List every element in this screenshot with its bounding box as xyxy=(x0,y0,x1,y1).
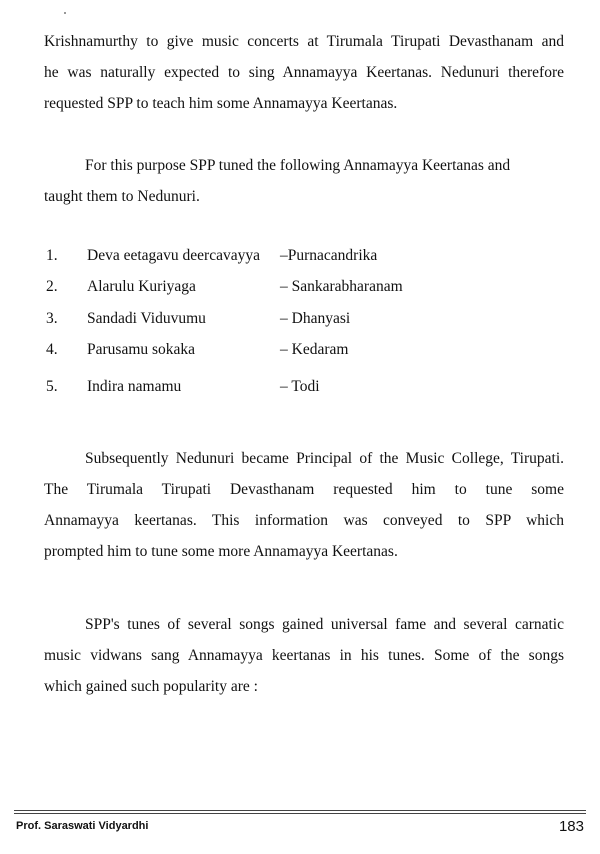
footer-author: Prof. Saraswati Vidyardhi xyxy=(16,820,149,832)
list-item xyxy=(46,341,506,365)
item-number: 2. xyxy=(46,278,58,295)
song-title: Alarulu Kuriyaga xyxy=(87,278,196,295)
footer-divider xyxy=(14,813,586,814)
raga-name: –Purnacandrika xyxy=(280,247,378,264)
text-line: taught them to Nedunuri. xyxy=(44,188,200,205)
text-line: Annamayya keertanas. This information was conveyed to SPP which xyxy=(44,512,564,529)
page-number: 183 xyxy=(558,818,584,835)
raga-name: – Todi xyxy=(280,378,320,395)
song-title: Deva eetagavu deercavayya xyxy=(87,247,260,264)
raga-name: – Kedaram xyxy=(280,341,349,358)
text-line: Krishnamurthy to give music concerts at Tirumala Tirupati Devasthanam and xyxy=(44,33,564,50)
text-line: SPP's tunes of several songs gained universal fame and several carnatic xyxy=(85,616,564,633)
list-item xyxy=(46,278,506,302)
paragraph-1 xyxy=(44,26,564,119)
song-title: Parusamu sokaka xyxy=(87,341,196,358)
list-item xyxy=(46,310,506,334)
footer-divider xyxy=(14,810,586,811)
text-line: Subsequently Nedunuri became Principal of the Music College, Tirupati. xyxy=(85,450,564,467)
paragraph-3 xyxy=(44,443,564,567)
text-line: which gained such popularity are : xyxy=(44,678,258,695)
scan-speck xyxy=(64,12,66,14)
text-line: music vidwans sang Annamayya keertanas in his tunes. Some of the songs xyxy=(44,647,564,664)
paragraph-4 xyxy=(44,609,564,702)
song-title: Sandadi Viduvumu xyxy=(87,310,206,327)
paragraph-2 xyxy=(44,150,564,212)
text-line: he was naturally expected to sing Annamayya Keertanas. Nedunuri therefore xyxy=(44,64,564,81)
text-line: prompted him to tune some more Annamayya Keertanas. xyxy=(44,543,398,560)
text-line: For this purpose SPP tuned the following Annamayya Keertanas and xyxy=(85,157,511,174)
item-number: 1. xyxy=(46,247,58,264)
text-line: requested SPP to teach him some Annamayya Keertanas. xyxy=(44,95,398,112)
item-number: 4. xyxy=(46,341,58,358)
item-number: 5. xyxy=(46,378,58,395)
list-item xyxy=(46,378,506,402)
raga-name: – Dhanyasi xyxy=(280,310,351,327)
text-line: The Tirumala Tirupati Devasthanam requested him to tune some xyxy=(44,481,564,498)
list-item xyxy=(46,247,506,271)
raga-name: – Sankarabharanam xyxy=(280,278,403,295)
song-title: Indira namamu xyxy=(87,378,182,395)
item-number: 3. xyxy=(46,310,58,327)
